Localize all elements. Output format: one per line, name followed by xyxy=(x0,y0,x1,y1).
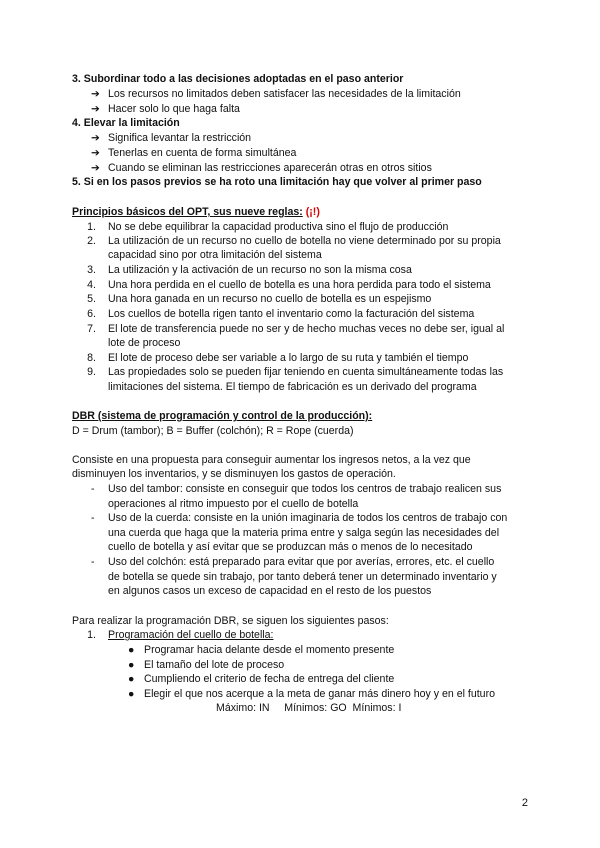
step-4-heading: 4. Elevar la limitación xyxy=(72,117,180,129)
rule-text: Las propiedades solo se pueden fijar teniendo en cuenta simultáneamente todas las xyxy=(108,366,504,378)
dbr-steps-intro: Para realizar la programación DBR, se siguen los siguientes pasos: xyxy=(72,615,389,627)
exclamation-mark: (¡!) xyxy=(305,206,320,218)
dbr-item-line: Uso del colchón: está preparado para evitar que por averías, errores, etc. el cuello xyxy=(108,556,495,568)
arrow-icon: ➔ xyxy=(91,103,100,115)
rule-number: 3. xyxy=(87,264,96,276)
rule-text: La utilización y la activación de un recurso no son la misma cosa xyxy=(108,264,412,276)
rule-text: El lote de transferencia puede no ser y de hecho muchas veces no debe ser, igual al xyxy=(108,323,505,335)
step-3-item: Los recursos no limitados deben satisfacer las necesidades de la limitación xyxy=(108,88,461,100)
dash-bullet: - xyxy=(91,512,95,524)
step-3-item: Hacer solo lo que haga falta xyxy=(108,103,240,115)
dbr-item-line: cuello de botella y así evitar que se produzcan más o menos de lo necesitado xyxy=(108,541,473,553)
rule-text: Una hora perdida en el cuello de botella es una hora perdida para todo el sistema xyxy=(108,279,491,291)
rule-number: 7. xyxy=(87,323,96,335)
dbr-step-bullet: Cumpliendo el criterio de fecha de entrega del cliente xyxy=(144,673,395,685)
rule-text: No se debe equilibrar la capacidad productiva sino el flujo de producción xyxy=(108,221,449,233)
rule-number: 9. xyxy=(87,366,96,378)
step-5-heading: 5. Si en los pasos previos se ha roto una limitación hay que volver al primer paso xyxy=(72,176,482,188)
bullet-dot-icon: ● xyxy=(128,659,135,671)
step-4-item: Significa levantar la restricción xyxy=(108,132,252,144)
arrow-icon: ➔ xyxy=(91,147,100,159)
opt-heading xyxy=(72,205,320,219)
bullet-dot-icon: ● xyxy=(128,644,135,656)
dbr-step-bullet: Elegir el que nos acerque a la meta de ganar más dinero hoy y en el futuro xyxy=(144,688,495,700)
rule-text: Una hora ganada en un recurso no cuello de botella es un espejismo xyxy=(108,293,432,305)
dbr-step-bullet: El tamaño del lote de proceso xyxy=(144,659,285,671)
rule-text: limitaciones del sistema. El tiempo de fabricación es un derivado del programa xyxy=(108,381,477,393)
dbr-item-line: en algunos casos un exceso de capacidad en el resto de los puestos xyxy=(108,585,432,597)
step-3-heading: 3. Subordinar todo a las decisiones adoptadas en el paso anterior xyxy=(72,73,404,85)
step-4-item: Tenerlas en cuenta de forma simultánea xyxy=(108,147,297,159)
dbr-item-line: operaciones al ritmo impuesto por el cuello de botella xyxy=(108,498,359,510)
rule-text: capacidad sino por otra limitación del sistema xyxy=(108,249,322,261)
rule-number: 8. xyxy=(87,352,96,364)
dbr-summary-line: Máximo: IN Mínimos: GO Mínimos: I xyxy=(216,702,402,714)
dbr-item-line: una cuerda que haga que la materia prima entre y salga según las necesidades del xyxy=(108,527,500,539)
dbr-item-line: Uso del tambor: consiste en conseguir que todos los centros de trabajo realicen sus xyxy=(108,483,502,495)
dbr-intro-line: disminuyen los inventarios, y se disminuyen los gastos de operación. xyxy=(72,468,396,480)
arrow-icon: ➔ xyxy=(91,88,100,100)
arrow-icon: ➔ xyxy=(91,162,100,174)
dbr-item-line: de botella se quede sin trabajo, por tanto deberá tener un determinado inventario y xyxy=(108,571,497,583)
dash-bullet: - xyxy=(91,556,95,568)
dbr-item-line: Uso de la cuerda: consiste en la unión imaginaria de todos los centros de trabajo con xyxy=(108,512,508,524)
rule-text: La utilización de un recurso no cuello de botella no viene determinado por su propia xyxy=(108,235,501,247)
dash-bullet: - xyxy=(91,483,95,495)
step-4-item: Cuando se eliminan las restricciones aparecerán otras en otros sitios xyxy=(108,162,432,174)
rule-number: 5. xyxy=(87,293,96,305)
dbr-step-title: Programación del cuello de botella: xyxy=(108,629,274,641)
page-number: 2 xyxy=(521,797,528,809)
rule-text: Los cuellos de botella rigen tanto el inventario como la facturación del sistema xyxy=(108,308,475,320)
rule-text: lote de proceso xyxy=(108,337,181,349)
dbr-legend: D = Drum (tambor); B = Buffer (colchón); R = Rope (cuerda) xyxy=(72,425,354,437)
rule-number: 1. xyxy=(87,221,96,233)
rule-text: El lote de proceso debe ser variable a lo largo de su ruta y también el tiempo xyxy=(108,352,469,364)
dbr-step-number: 1. xyxy=(87,629,96,641)
dbr-step-bullet: Programar hacia delante desde el momento presente xyxy=(144,644,395,656)
arrow-icon: ➔ xyxy=(91,132,100,144)
dbr-heading: DBR (sistema de programación y control de la producción): xyxy=(72,410,373,422)
opt-heading-text: Principios básicos del OPT, sus nueve reglas: xyxy=(72,206,303,218)
dbr-intro-line: Consiste en una propuesta para conseguir aumentar los ingresos netos, a la vez que xyxy=(72,454,471,466)
rule-number: 6. xyxy=(87,308,96,320)
bullet-dot-icon: ● xyxy=(128,673,135,685)
bullet-dot-icon: ● xyxy=(128,688,135,700)
rule-number: 4. xyxy=(87,279,96,291)
rule-number: 2. xyxy=(87,235,96,247)
